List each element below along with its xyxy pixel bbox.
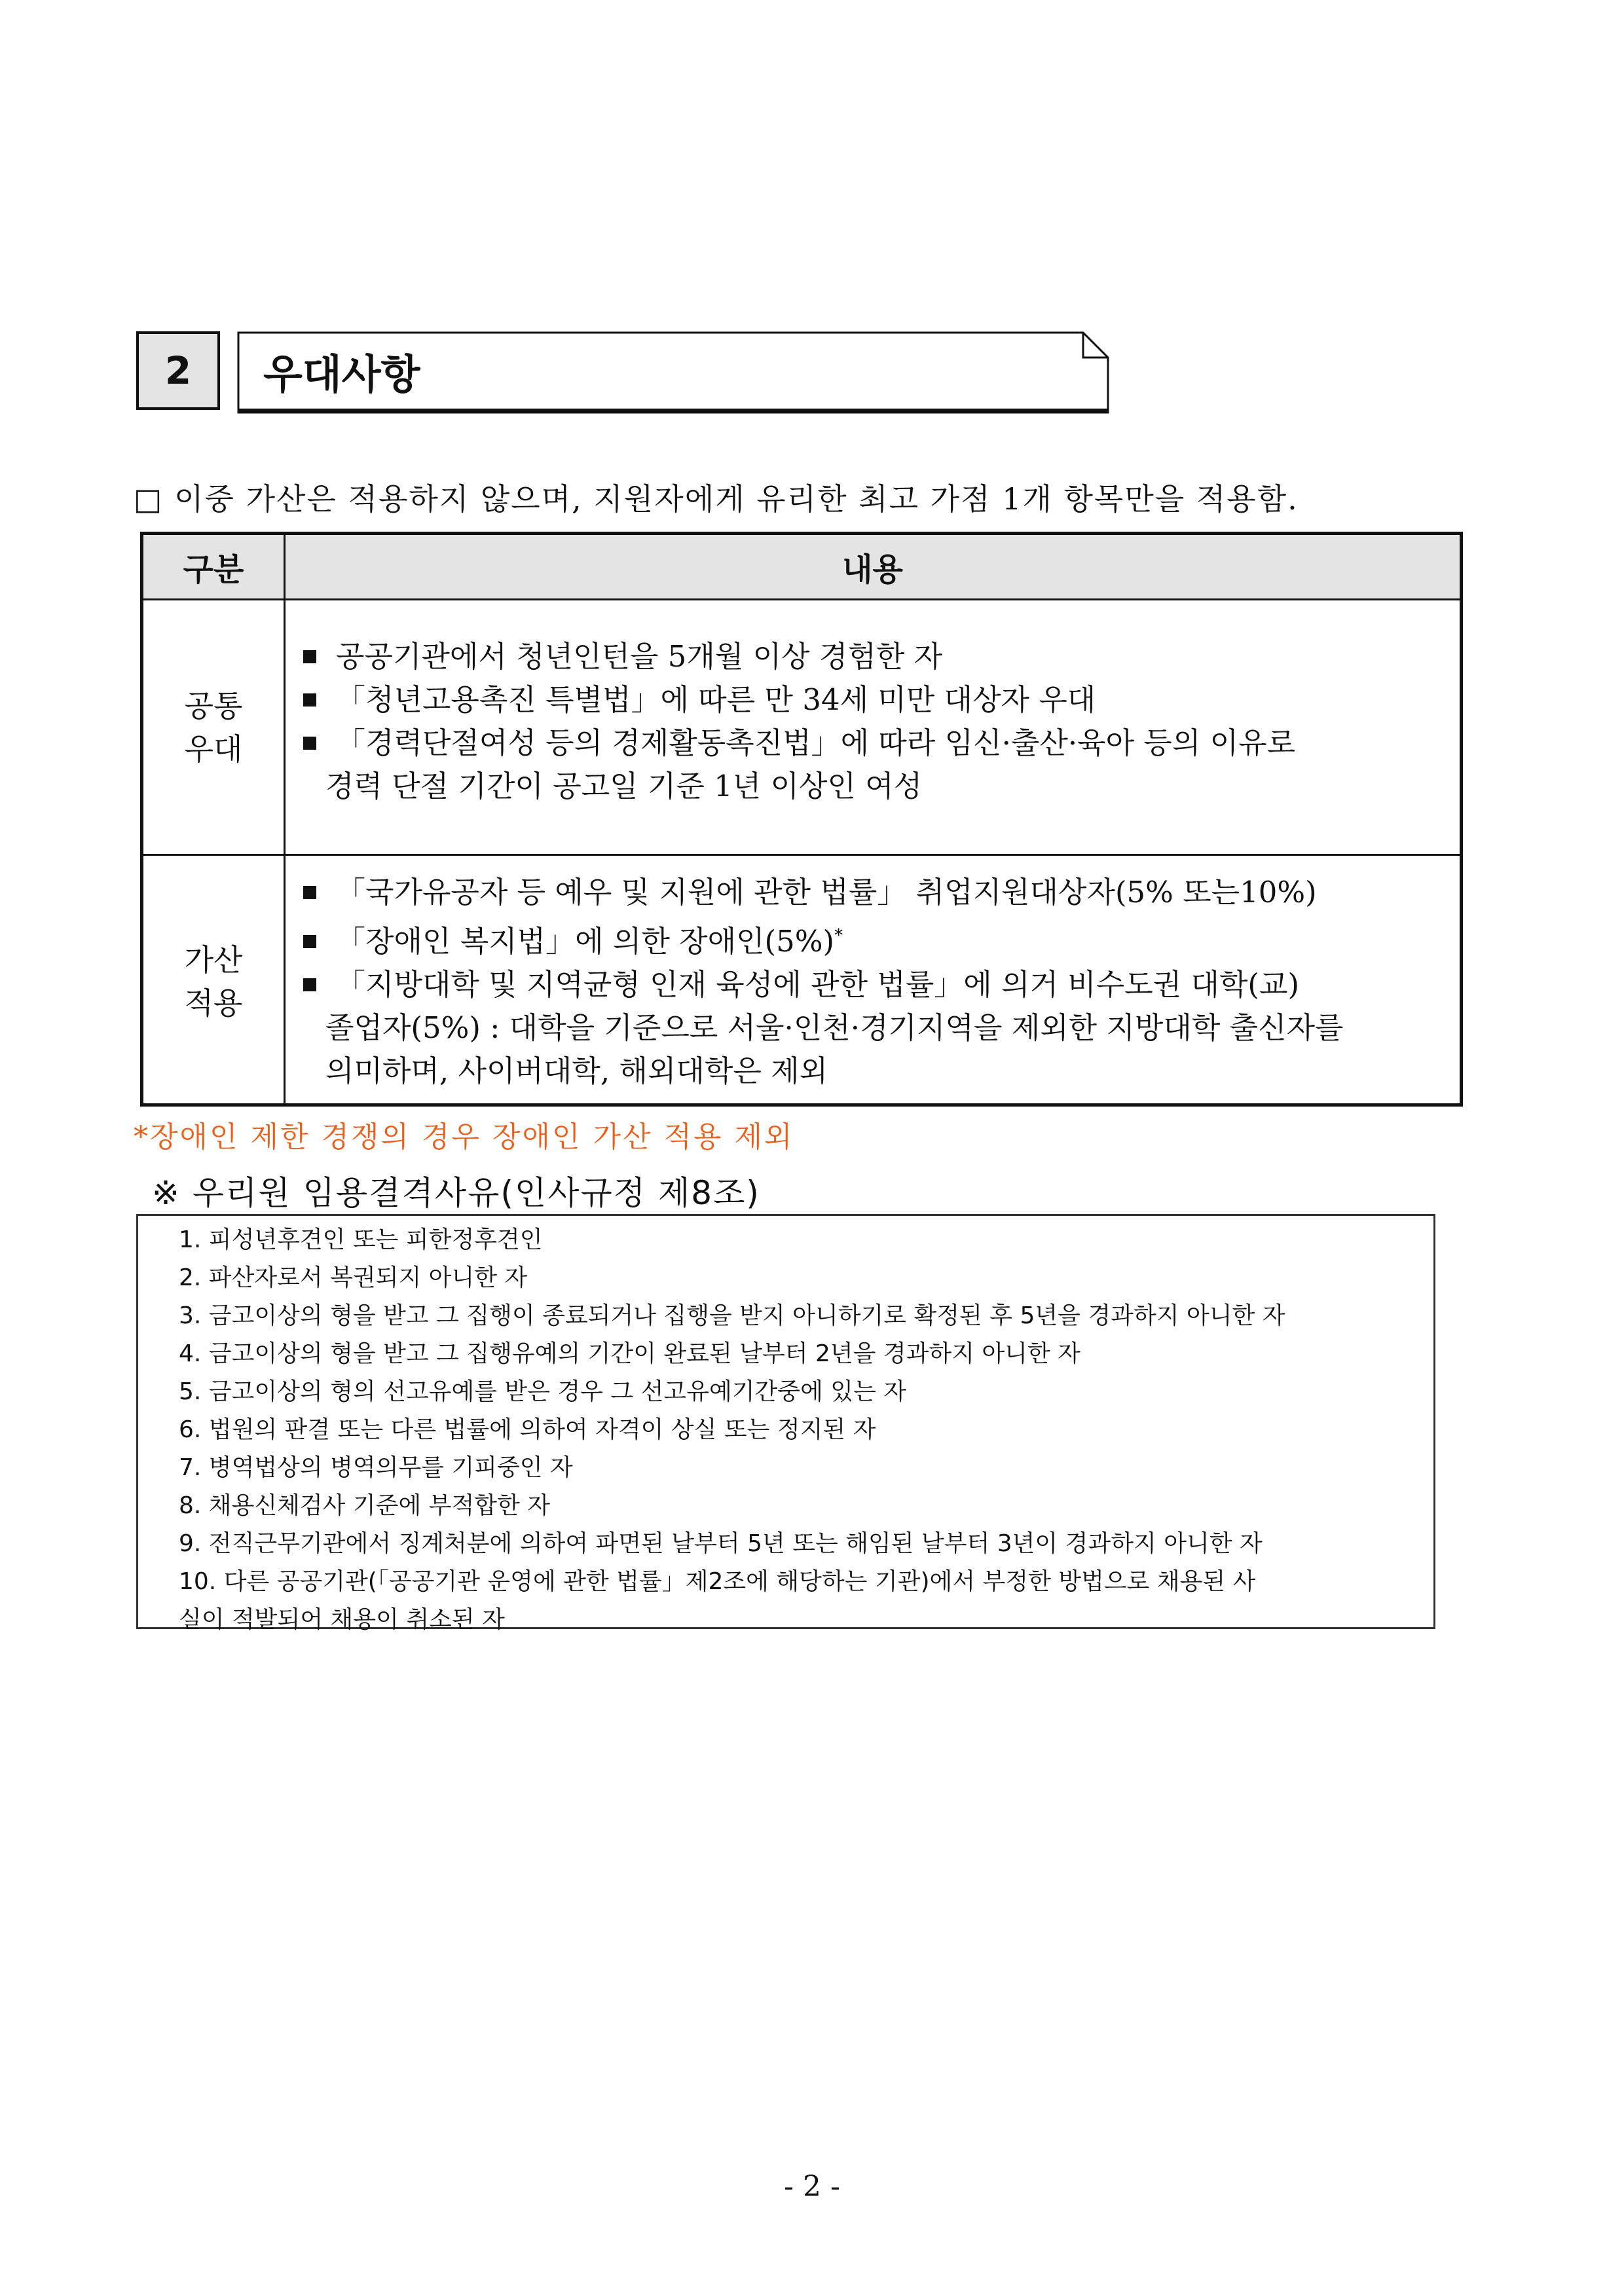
list-item: 10. 다른 공공기관(「공공기관 운영에 관한 법률」제2조에 해당하는 기관)에서 부정한 방법으로 채용된 사 xyxy=(179,1568,1256,1595)
list-item: 「장애인 복지법」에 의한 장애인(5%)* xyxy=(303,914,1456,963)
list-item: 2. 파산자로서 복권되지 아니한 자 xyxy=(179,1264,528,1291)
row-divider xyxy=(143,854,1460,856)
list-item: 「청년고용촉진 특별법」에 따른 만 34세 미만 대상자 우대 xyxy=(303,678,1456,722)
header-content: 내용 xyxy=(842,551,903,588)
disqualification-title: ※ 우리원 임용결격사유(인사규정 제8조) xyxy=(152,1174,760,1212)
footnote-marker: * xyxy=(834,926,843,946)
category-common xyxy=(143,600,284,854)
list-item: 실이 적발되어 채용이 취소된 자 xyxy=(179,1606,505,1633)
disability-note: *장애인 제한 경쟁의 경우 장애인 가산 적용 제외 xyxy=(134,1120,794,1154)
section-title: 우대사항 xyxy=(263,350,420,398)
list-item: 7. 병역법상의 병역의무를 기피중인 자 xyxy=(179,1454,573,1481)
column-divider xyxy=(284,535,286,1103)
category-bonus-line1: 가산 xyxy=(184,942,243,978)
section-title-box xyxy=(237,331,1109,414)
bullet-square-icon xyxy=(303,737,316,750)
bullet-square-icon xyxy=(303,978,316,991)
bullet-square-icon xyxy=(303,650,316,663)
list-item: 공공기관에서 청년인턴을 5개월 이상 경험한 자 xyxy=(303,635,1456,678)
list-item-continuation: 졸업자(5%) : 대학을 기준으로 서울·인천·경기지역을 제외한 지방대학 출신자를 xyxy=(325,1010,1344,1045)
bullet-square-icon xyxy=(303,935,316,948)
intro-text: □ 이중 가산은 적용하지 않으며, 지원자에게 유리한 최고 가점 1개 항목만을 적용함. xyxy=(134,481,1299,517)
bullet-square-icon xyxy=(303,693,316,707)
list-item: 6. 법원의 판결 또는 다른 법률에 의하여 자격이 상실 또는 정지된 자 xyxy=(179,1416,876,1443)
disqualification-box xyxy=(136,1214,1435,1633)
section-number: 2 xyxy=(136,331,220,410)
category-common-line1: 공통 xyxy=(184,688,243,724)
category-bonus xyxy=(143,856,284,1107)
list-item: 8. 채용신체검사 기준에 부적합한 자 xyxy=(179,1492,550,1519)
list-item: 1. 피성년후견인 또는 피한정후견인 xyxy=(179,1226,543,1253)
list-item: 9. 전직근무기관에서 징계처분에 의하여 파면된 날부터 5년 또는 해임된 날부터 3년이 경과하지 아니한 자 xyxy=(179,1530,1263,1557)
list-item-continuation: 의미하며, 사이버대학, 해외대학은 제외 xyxy=(325,1054,828,1088)
list-item: 3. 금고이상의 형을 받고 그 집행이 종료되거나 집행을 받지 아니하기로 확정된 후 5년을 경과하지 아니한 자 xyxy=(179,1302,1285,1329)
bonus-content xyxy=(303,871,1456,1093)
category-bonus-line2: 적용 xyxy=(184,985,243,1021)
list-item: 5. 금고이상의 형의 선고유예를 받은 경우 그 선고유예기간중에 있는 자 xyxy=(179,1378,907,1405)
header-category: 구분 xyxy=(183,551,244,588)
common-content xyxy=(303,635,1456,808)
list-item-continuation: 경력 단절 기간이 공고일 기준 1년 이상인 여성 xyxy=(325,769,923,803)
list-item: 「경력단절여성 등의 경제활동촉진법」에 따라 임신·출산·육아 등의 이유로 xyxy=(303,722,1456,765)
category-common-line2: 우대 xyxy=(184,731,243,767)
bullet-square-icon xyxy=(303,886,316,899)
preference-table xyxy=(140,532,1463,1107)
list-item: 「지방대학 및 지역균형 인재 육성에 관한 법률」에 의거 비수도권 대학(교) xyxy=(303,963,1456,1006)
list-item: 4. 금고이상의 형을 받고 그 집행유예의 기간이 완료된 날부터 2년을 경과하지 아니한 자 xyxy=(179,1340,1080,1367)
page-number: - 2 - xyxy=(784,2170,840,2203)
list-item: 「국가유공자 등 예우 및 지원에 관한 법률」 취업지원대상자(5% 또는10%) xyxy=(303,871,1456,914)
